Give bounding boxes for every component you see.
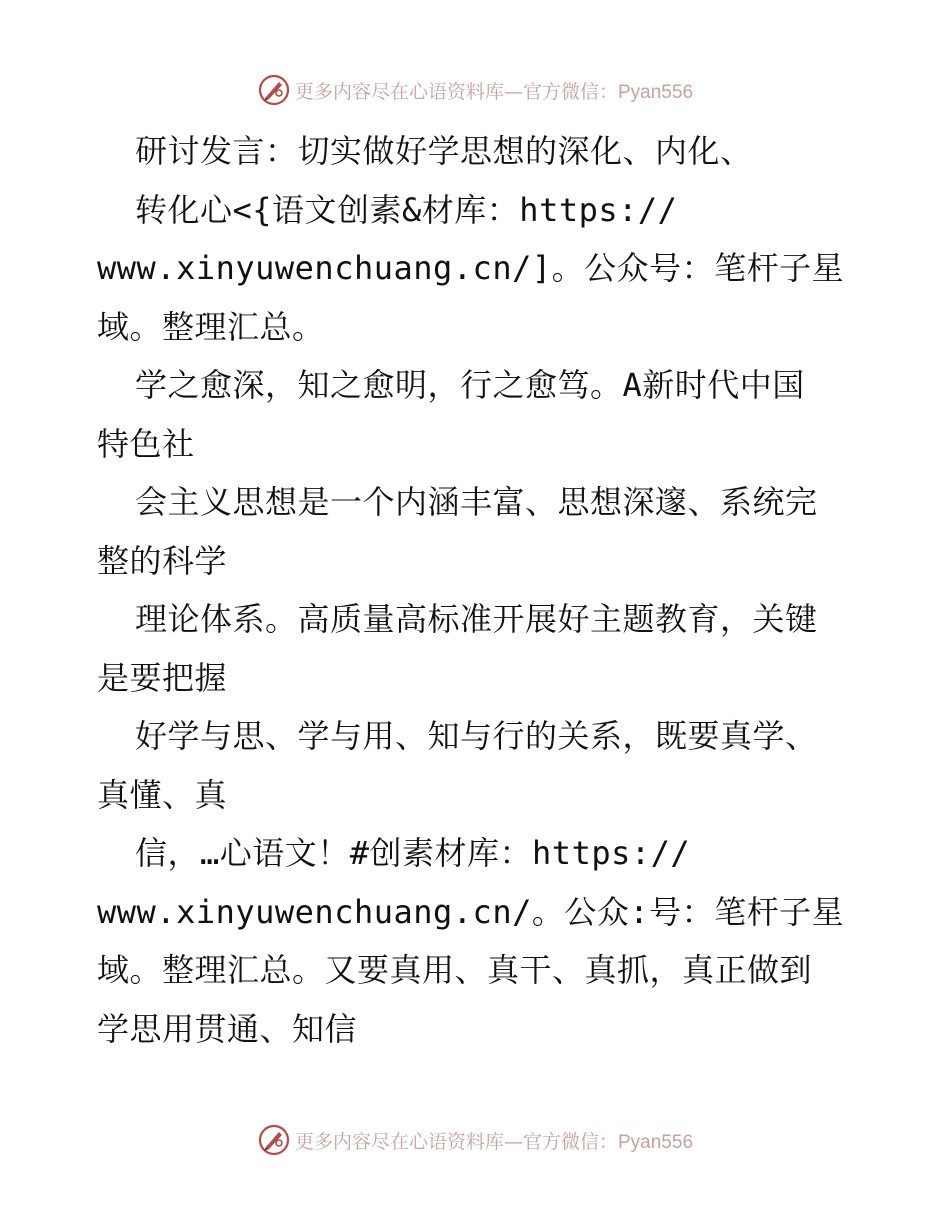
header-banner xyxy=(0,70,950,110)
text-line: www.xinyuwenchuang.cn/]。公众号：笔杆子星 xyxy=(97,249,845,287)
text-line: 整的科学 xyxy=(97,541,228,580)
text-line: 特色社 xyxy=(97,424,195,463)
text-line: 学思用贯通、知信 xyxy=(97,1009,358,1048)
text-line: 理论体系。高质量高标准开展好主题教育，关键 xyxy=(135,600,818,638)
text-line: 真懂、真 xyxy=(97,775,228,814)
wechat-id: Pyan556 xyxy=(618,1131,694,1153)
text-line: 域。整理汇总。又要真用、真干、真抓，真正做到 xyxy=(97,951,813,989)
wechat-id: Pyan556 xyxy=(618,81,694,103)
text-line: 转化心<{语文创素&材库：https:// xyxy=(135,190,678,229)
document-body xyxy=(97,122,857,1058)
text-line: 信，…心语文！#创素材库：https:// xyxy=(135,834,691,872)
footer-banner xyxy=(0,1120,950,1160)
pen-nib-logo-icon xyxy=(257,1123,291,1157)
text-line: 会主义思想是一个内涵丰富、思想深邃、系统完 xyxy=(135,483,818,521)
text-line: 学之愈深，知之愈明，行之愈笃。A新时代中国 xyxy=(135,366,805,404)
banner-text xyxy=(295,77,693,104)
text-line: 好学与思、学与用、知与行的关系，既要真学、 xyxy=(135,717,818,755)
text-line: 域。整理汇总。 xyxy=(97,307,325,346)
text-line: 是要把握 xyxy=(97,658,228,697)
pen-nib-logo-icon xyxy=(257,73,291,107)
banner-text xyxy=(295,1127,693,1154)
text-line: www.xinyuwenchuang.cn/。公众:号：笔杆子星 xyxy=(97,892,845,931)
banner-label: 更多内容尽在心语资料库—官方微信： xyxy=(294,80,618,103)
text-line: 研讨发言：切实做好学思想的深化、内化、 xyxy=(135,132,753,170)
banner-label: 更多内容尽在心语资料库—官方微信： xyxy=(294,1130,618,1153)
